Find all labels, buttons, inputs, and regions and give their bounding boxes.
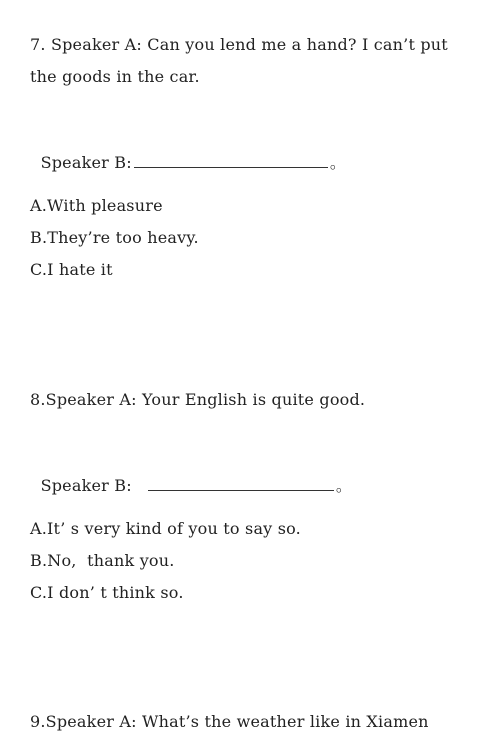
answer-blank (134, 155, 328, 168)
question-7-speaker-b-line (30, 130, 346, 174)
question-7-prompt-line-1: 7. Speaker A: Can you lend me a hand? I can’t put (30, 35, 448, 54)
question-8-option-b: B.No, thank you. (30, 551, 175, 570)
question-7-option-c: C.I hate it (30, 260, 113, 279)
speaker-b-label: Speaker B: (40, 476, 132, 495)
end-mark: 。 (329, 153, 347, 172)
question-7-prompt-line-2: the goods in the car. (30, 67, 200, 86)
question-7-option-a: A.With pleasure (30, 196, 163, 215)
end-mark: 。 (335, 476, 353, 495)
speaker-b-label: Speaker B: (40, 153, 132, 172)
question-9-prompt-line-1: 9.Speaker A: What’s the weather like in Xiamen (30, 712, 429, 731)
question-8-option-c: C.I don’ t think so. (30, 583, 184, 602)
question-7-option-b: B.They’re too heavy. (30, 228, 199, 247)
question-8-speaker-b-line (30, 453, 352, 497)
question-8-option-a: A.It’ s very kind of you to say so. (30, 519, 301, 538)
question-8-prompt-line-1: 8.Speaker A: Your English is quite good. (30, 390, 366, 409)
answer-blank (148, 478, 334, 491)
